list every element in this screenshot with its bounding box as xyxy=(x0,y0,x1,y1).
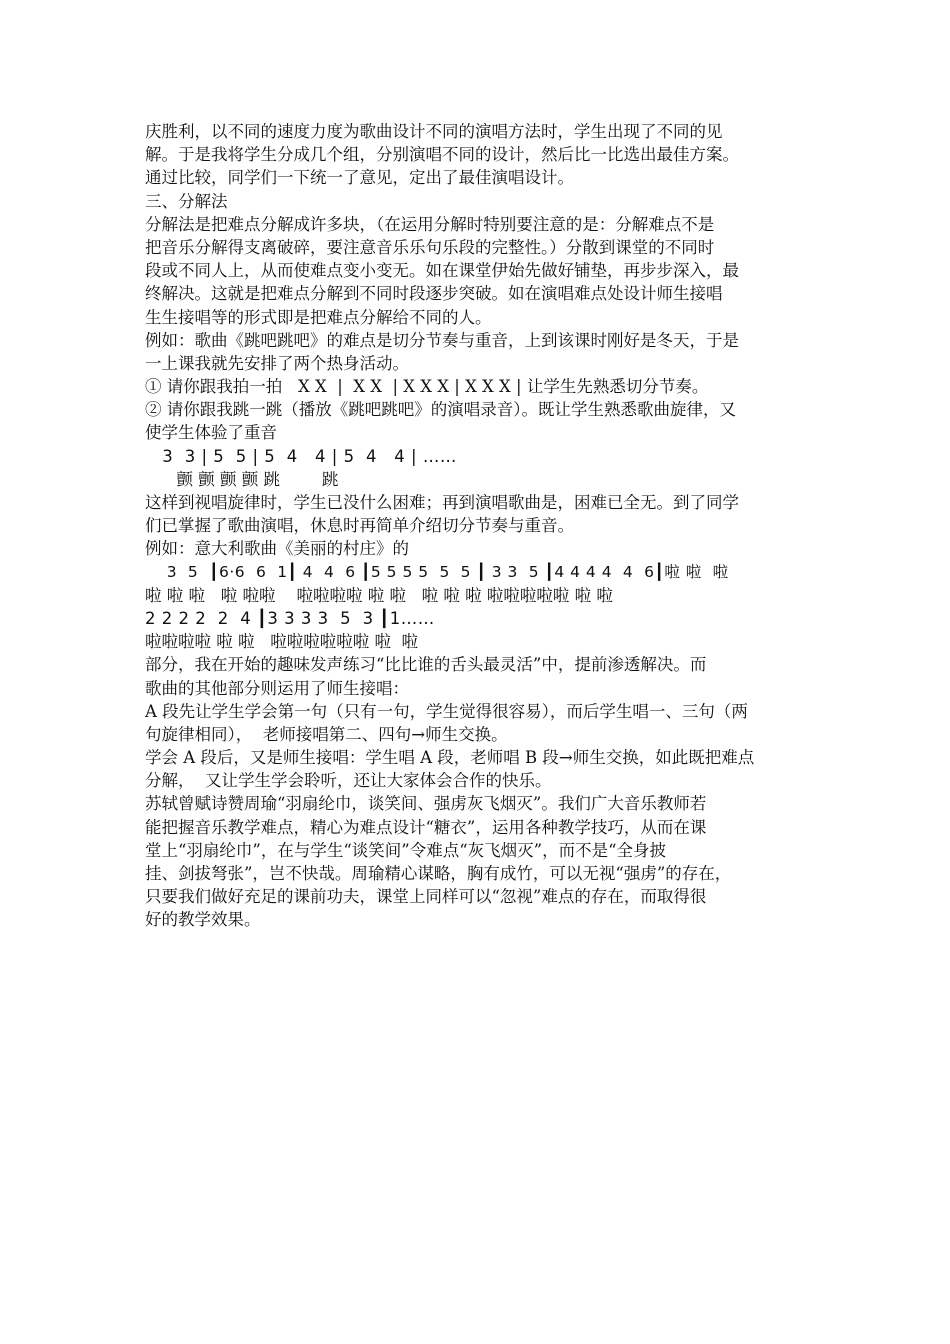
text-line: 这样到视唱旋律时，学生已没什么困难；再到演唱歌曲是，困难已全无。到了同学 xyxy=(145,493,739,512)
notation-line: 3 5 ┃6·6 6 1┃ 4 4 6 ┃5 5 5 5 5 5 ┃ 3 3 5 ┃4 4 4 4 4 6┃啦 啦 啦 xyxy=(145,562,729,581)
text-line: ② 请你跟我跳一跳（播放《跳吧跳吧》的演唱录音）。既让学生熟悉歌曲旋律，又 xyxy=(145,400,736,420)
text-line: 们已掌握了歌曲演唱，休息时再简单介绍切分节奏与重音。 xyxy=(145,516,574,536)
text-line: 挂、剑拔弩张”，岂不快哉。周瑜精心谋略，胸有成竹，可以无视“强虏”的存在， xyxy=(145,864,732,883)
lyric-line: 啦 啦 啦 啦 啦啦 啦啦啦啦 啦 啦 啦 啦 啦 啦啦啦啦啦 啦 啦 xyxy=(145,585,613,605)
text-line: 例如：意大利歌曲《美丽的村庄》的 xyxy=(145,539,409,559)
text-line: 使学生体验了重音 xyxy=(145,423,277,443)
text-line: 庆胜利，以不同的速度力度为歌曲设计不同的演唱方法时，学生出现了不同的见 xyxy=(145,122,723,141)
text-line: 段或不同人上，从而使难点变小变无。如在课堂伊始先做好铺垫，再步步深入，最 xyxy=(145,261,739,281)
section-heading: 三、分解法 xyxy=(145,191,228,211)
text-line: 能把握音乐教学难点，精心为难点设计“糖衣”，运用各种教学技巧，从而在课 xyxy=(145,817,707,837)
text-line: 句旋律相同）， 老师接唱第二、四句→师生交换。 xyxy=(145,724,508,744)
text-line: 苏轼曾赋诗赞周瑜“羽扇纶巾，谈笑间、强虏灰飞烟灭”。我们广大音乐教师若 xyxy=(145,794,707,814)
notation-line: 3 3 | 5 5 | 5 4 4 | 5 4 4 | …… xyxy=(145,446,457,466)
text-line: 生生接唱等的形式即是把难点分解给不同的人。 xyxy=(145,307,492,327)
text-line: 部分，我在开始的趣味发声练习“比比谁的舌头最灵活”中，提前渗透解决。而 xyxy=(145,655,707,675)
lyric-line: 啦啦啦啦 啦 啦 啦啦啦啦啦啦 啦 啦 xyxy=(145,632,418,652)
text-line: 一上课我就先安排了两个热身活动。 xyxy=(145,353,409,373)
text-line: 例如：歌曲《跳吧跳吧》的难点是切分节奏与重音，上到该课时刚好是冬天，于是 xyxy=(145,330,739,350)
text-line: ① 请你跟我拍一拍 X X | X X | X X X | X X X | 让学生先熟悉切分节奏。 xyxy=(145,377,709,397)
text-line: 把音乐分解得支离破碎，要注意音乐乐句乐段的完整性。）分散到课堂的不同时 xyxy=(145,237,715,257)
lyric-line: 颤 颤 颤 颤 跳 跳 xyxy=(145,469,339,489)
text-line: A 段先让学生学会第一句（只有一句，学生觉得很容易），而后学生唱一、三句（两 xyxy=(145,701,748,721)
text-line: 分解， 又让学生学会聆听，还让大家体会合作的快乐。 xyxy=(145,771,552,791)
text-line: 歌曲的其他部分则运用了师生接唱： xyxy=(145,678,409,698)
text-line: 只要我们做好充足的课前功夫，课堂上同样可以“忽视”难点的存在，而取得很 xyxy=(145,887,707,907)
text-line: 终解决。这就是把难点分解到不同时段逐步突破。如在演唱难点处设计师生接唱 xyxy=(145,284,723,304)
notation-line: 2 2 2 2 2 4 ┃3 3 3 3 5 3 ┃1…… xyxy=(145,608,435,628)
text-line: 堂上“羽扇纶巾”，在与学生“谈笑间”令难点“灰飞烟灭”，而不是“全身披 xyxy=(145,840,667,860)
document-body xyxy=(145,120,810,932)
text-line: 通过比较，同学们一下统一了意见，定出了最佳演唱设计。 xyxy=(145,168,574,188)
text-line: 好的教学效果。 xyxy=(145,910,261,930)
text-line: 分解法是把难点分解成许多块，（在运用分解时特别要注意的是：分解难点不是 xyxy=(145,214,715,234)
text-line: 学会 A 段后，又是师生接唱：学生唱 A 段，老师唱 B 段→师生交换，如此既把难点 xyxy=(145,748,755,768)
text-line: 解。于是我将学生分成几个组，分别演唱不同的设计，然后比一比选出最佳方案。 xyxy=(145,145,739,165)
